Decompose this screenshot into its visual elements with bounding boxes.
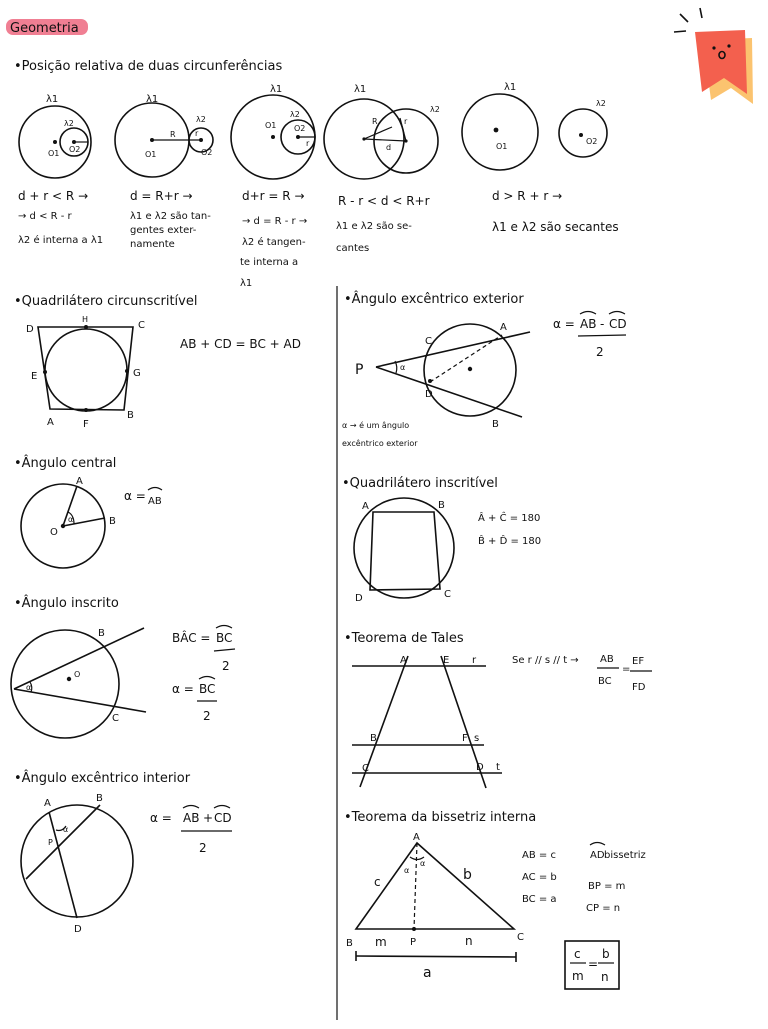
label-o2: O2 [201,148,213,157]
section-title-bissetriz: •Teorema da bissetriz interna [344,810,537,825]
eq-ab: AB = c [522,850,556,861]
ad-arc: AD [590,850,605,861]
label-C: C [112,713,119,724]
label-d: d [386,143,392,152]
label-B: B [96,793,103,804]
bissetriz-result-box [565,941,619,989]
formula-left: α = [124,489,146,503]
label-o1: O1 [48,149,60,158]
formula1-den: 2 [222,659,230,673]
label-n: n [465,934,473,948]
label-lambda2: λ2 [64,119,74,128]
label-G: G [133,368,141,379]
label-B: B [492,419,499,430]
label-o1: O1 [145,150,157,159]
formula-arc2: CD [609,317,627,331]
label-A: A [362,501,369,512]
box-eq: = [588,957,599,971]
label-lambda2: λ2 [196,115,206,124]
section-title-quad-inscr: •Quadrilátero inscritível [342,476,498,491]
section-title-exc-interior: •Ângulo excêntrico interior [14,771,191,786]
diagram-internal-tangent [231,84,315,179]
case2-line2: λ1 e λ2 são tan- [130,211,211,222]
ad-text: bissetriz [604,850,646,861]
case5-line1: d > R + r → [492,189,563,203]
box-num2: b [602,947,610,961]
case2-line3: gentes exter- [130,225,197,236]
label-D: D [74,924,82,935]
case3-line3: λ2 é tangen- [242,237,306,248]
box-num1: c [574,947,581,961]
label-B: B [370,733,377,744]
formula-left: α = [150,811,172,825]
label-lambda2: λ2 [430,105,440,114]
label-alpha: α [63,825,69,834]
case1-line1: d + r < R → [18,189,89,203]
label-r-big: R [170,130,176,139]
eq-bp: BP = m [588,881,626,892]
formula-den: 2 [596,345,604,359]
section-title-angulo-central: •Ângulo central [14,456,117,471]
formula-angulo-inscrito [172,626,235,724]
note-exc-exterior-2: excêntrico exterior [342,439,418,448]
label-lambda1: λ1 [46,94,59,105]
formula-angulo-central [124,488,162,508]
label-P: P [355,362,364,378]
case3-line2: → d = R - r → [242,216,308,227]
formula-arc1: AB [580,317,597,331]
note-exc-exterior-1: α → é um ângulo [342,421,410,430]
diagram-angulo-central [21,476,116,568]
bissetriz-definitions [522,843,646,915]
label-A: A [47,417,54,428]
label-F: F [83,419,89,430]
formula-num2: EF [632,656,645,667]
formula-den2: FD [632,682,646,693]
diagram-angulo-inscrito [11,628,146,738]
section-title-relative-position: •Posição relativa de duas circunferências [14,59,283,74]
label-o2: O2 [586,137,598,146]
formula-quad-inscr-1: Â + Ĉ = 180 [478,513,541,524]
label-a: a [423,965,432,981]
formula-den: 2 [199,841,207,855]
label-C: C [425,336,432,347]
label-alpha: α [68,515,74,524]
formula1-left: BÂC = [172,631,211,645]
formula-exc-exterior [553,312,627,360]
label-P: P [410,937,417,948]
label-r-small: r [404,117,408,126]
label-lambda1: λ1 [146,94,159,105]
diagram-exc-interior [21,793,133,935]
label-C: C [362,763,369,774]
formula-arc: AB [148,496,162,507]
case4-line3: cantes [336,243,370,254]
formula-left: α = [553,317,575,331]
label-D: D [425,389,433,400]
formula-eq: = [622,664,631,675]
label-r: r [306,139,310,148]
formula-minus: - [600,317,605,331]
label-A: A [400,655,407,666]
section-title-angulo-inscrito: •Ângulo inscrito [14,596,119,611]
eq-ac: AC = b [522,872,557,883]
eq-cp: CP = n [586,903,621,914]
label-D: D [26,324,34,335]
section-title-tales: •Teorema de Tales [344,631,464,646]
label-B: B [346,938,353,949]
case2-line4: namente [130,239,175,250]
label-o1: O1 [265,121,277,130]
label-C: C [138,320,145,331]
formula-arc1: AB [183,811,200,825]
diagram-quad-inscr [354,498,454,604]
label-o2: O2 [294,124,306,133]
case4-line1: R - r < d < R+r [338,194,430,208]
case5-line2: λ1 e λ2 são secantes [492,220,619,234]
label-D: D [476,762,484,773]
formula2-left: α = [172,682,194,696]
label-F: F [462,733,468,744]
formula2-den: 2 [203,709,211,723]
case2-line1: d = R+r → [130,189,193,203]
box-den2: n [601,970,609,984]
formula1-arc: BC [216,631,233,645]
label-O: O [74,670,81,679]
label-B: B [98,628,105,639]
label-P: P [48,838,53,847]
label-A: A [500,322,507,333]
label-E: E [31,371,38,382]
label-m: m [375,935,387,949]
diagram-tales [352,655,502,788]
label-r-big: R [372,117,378,126]
label-C: C [444,589,451,600]
label-alpha-right: α [420,859,426,868]
label-c: c [374,875,381,889]
label-o1: O1 [496,142,508,151]
label-r: r [472,655,477,666]
label-s: s [474,733,480,744]
section-title-quad-circ: •Quadrilátero circunscritível [14,294,198,309]
label-H: H [82,315,89,324]
eq-bc: BC = a [522,894,557,905]
diagram-secant-circles [324,84,440,179]
case4-line2: λ1 e λ2 são se- [336,221,412,232]
label-A: A [76,476,83,487]
diagram-quad-circ [26,315,145,430]
label-O: O [50,527,58,538]
label-b: b [463,867,472,883]
case3-line4: te interna a [240,257,299,268]
formula-num1: AB [600,654,614,665]
label-lambda2: λ2 [290,110,300,119]
label-A: A [413,832,420,843]
formula-quad-inscr-2: B̂ + D̂ = 180 [478,536,542,547]
box-den1: m [572,969,584,983]
label-alpha-left: α [404,866,410,875]
case3-line1: d+r = R → [242,189,305,203]
case1-line2: → d < R - r [18,211,72,222]
label-alpha: α [26,683,32,692]
formula-arc2: CD [214,811,232,825]
label-t: t [496,762,500,773]
label-B: B [438,500,445,511]
label-lambda1: λ1 [354,84,367,95]
formula-tales [512,654,652,693]
label-r-small: r [195,129,199,138]
label-E: E [443,655,450,666]
label-B: B [127,410,134,421]
formula-quad-circ: AB + CD = BC + AD [180,337,301,351]
label-lambda1: λ1 [270,84,283,95]
diagram-internal-circles [19,94,91,178]
label-B: B [109,516,116,527]
diagram-separate-circles [462,82,607,170]
section-title-exc-exterior: •Ângulo excêntrico exterior [344,292,524,307]
label-A: A [44,798,51,809]
diagram-external-tangent [115,94,213,177]
formula-exc-interior [150,806,232,856]
label-C: C [517,932,524,943]
page-title: Geometria [10,21,79,36]
formula-left: Se r // s // t → [512,655,579,666]
label-lambda1: λ1 [504,82,517,93]
diagram-exc-exterior [355,322,530,430]
formula-plus: + [203,811,214,825]
diagram-bissetriz [346,832,524,981]
label-alpha: α [400,363,406,372]
formula2-arc: BC [199,682,216,696]
case1-line3: λ2 é interna a λ1 [18,235,104,246]
label-lambda2: λ2 [596,99,606,108]
cute-bookmark-sticker-icon [674,8,753,104]
label-o2: O2 [69,145,81,154]
case3-line5: λ1 [240,278,253,289]
formula-den1: BC [598,676,612,687]
label-D: D [355,593,363,604]
